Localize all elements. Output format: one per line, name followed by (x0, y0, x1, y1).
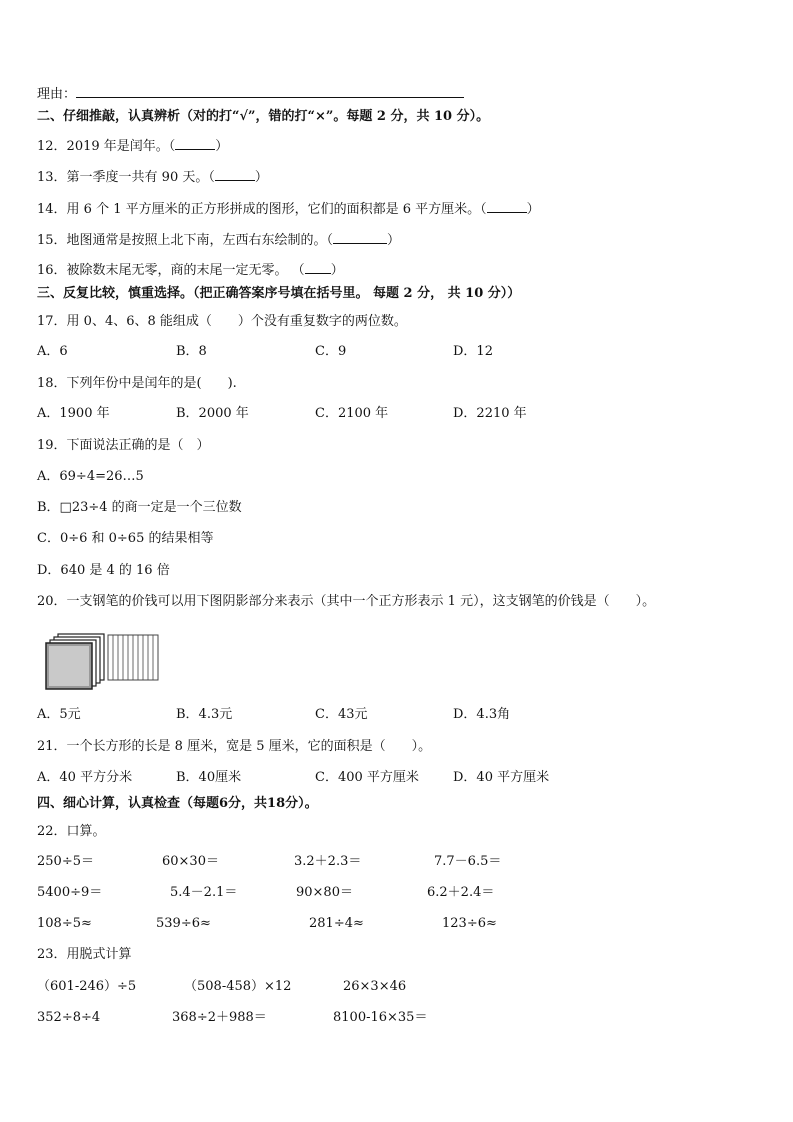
answer-blank-15[interactable] (333, 230, 387, 244)
oral-calc-item: 3.2＋2.3＝ (294, 854, 362, 869)
question-15-text: 15．地图通常是按照上北下南，左西右东绘制的。（ (37, 233, 334, 248)
question-19-stem: 19．下面说法正确的是（ ） (37, 438, 210, 453)
oral-calc-item: 539÷6≈ (156, 916, 211, 931)
question-14-text: 14．用 6 个 1 平方厘米的正方形拼成的图形，它们的面积都是 6 平方厘米。（ (37, 202, 487, 217)
question-13-tail: ） (254, 170, 268, 185)
oral-calc-item: 123÷6≈ (442, 916, 497, 931)
oral-calc-item: 90×80＝ (296, 885, 353, 900)
question-15 (37, 230, 400, 250)
section-2-title: 二、仔细推敲，认真辨析（对的打“√”，错的打“×”。每题 2 分，共 10 分）。 (37, 109, 490, 124)
oral-calc-item: 5400÷9＝ (37, 885, 103, 900)
stepwise-calc-item: 368÷2＋988＝ (172, 1010, 267, 1025)
q19-option-d[interactable]: D．640 是 4 的 16 倍 (37, 563, 170, 578)
q19-option-c[interactable]: C．0÷6 和 0÷65 的结果相等 (37, 531, 214, 546)
q19-option-a[interactable]: A．69÷4=26…5 (37, 469, 144, 484)
question-18-stem: 18．下列年份中是闰年的是( ). (37, 376, 237, 391)
stepwise-calc-item: 352÷8÷4 (37, 1010, 101, 1025)
q17-option-d[interactable]: D．12 (453, 344, 493, 359)
q17-option-c[interactable]: C．9 (315, 344, 347, 359)
q21-option-c[interactable]: C．400 平方厘米 (315, 770, 419, 785)
stepwise-calc-item: （508-458）×12 (184, 979, 292, 994)
q18-option-c[interactable]: C．2100 年 (315, 406, 389, 421)
oral-calc-item: 250÷5＝ (37, 854, 94, 869)
stepwise-calc-item: 8100-16×35＝ (333, 1010, 428, 1025)
question-15-tail: ） (387, 233, 401, 248)
question-12-tail: ） (215, 139, 229, 154)
oral-calc-item: 281÷4≈ (309, 916, 364, 931)
q19-option-b[interactable]: B．□23÷4 的商一定是一个三位数 (37, 500, 242, 515)
oral-calc-item: 60×30＝ (162, 854, 219, 869)
reason-label: 理由： (37, 87, 77, 102)
stepwise-calc-item: （601-246）÷5 (37, 979, 137, 994)
section-4-title: 四、细心计算，认真检查（每题6分，共18分）。 (37, 796, 318, 811)
answer-blank-16[interactable] (305, 260, 331, 274)
question-16 (37, 260, 344, 280)
q21-option-a[interactable]: A．40 平方分米 (37, 770, 133, 785)
reason-line (37, 84, 464, 104)
oral-calc-item: 108÷5≈ (37, 916, 92, 931)
oral-calc-item: 5.4－2.1＝ (170, 885, 238, 900)
stacked-squares (46, 634, 104, 689)
q21-option-b[interactable]: B．40厘米 (176, 770, 242, 785)
answer-blank-13[interactable] (215, 167, 255, 181)
question-16-text: 16．被除数末尾无零，商的末尾一定无零。 （ (37, 263, 305, 278)
question-14 (37, 199, 540, 219)
question-21-stem: 21．一个长方形的长是 8 厘米，宽是 5 厘米，它的面积是（ ）。 (37, 739, 432, 754)
q17-option-a[interactable]: A．6 (37, 344, 68, 359)
q20-option-d[interactable]: D．4.3角 (453, 707, 511, 722)
question-20-stem: 20．一支钢笔的价钱可以用下图阴影部分来表示（其中一个正方形表示 1 元），这支钢笔的价钱是（ ）。 (37, 594, 656, 609)
question-17-stem: 17．用 0、4、6、8 能组成（ ）个没有重复数字的两位数。 (37, 314, 407, 329)
answer-blank-12[interactable] (175, 136, 215, 150)
question-12 (37, 136, 228, 156)
q20-option-b[interactable]: B．4.3元 (176, 707, 233, 722)
oral-calc-item: 7.7－6.5＝ (434, 854, 502, 869)
q17-option-b[interactable]: B．8 (176, 344, 207, 359)
question-22-stem: 22．口算。 (37, 824, 106, 839)
question-13-text: 13．第一季度一共有 90 天。（ (37, 170, 215, 185)
oral-calc-item: 6.2＋2.4＝ (427, 885, 495, 900)
tenths-strips (108, 635, 158, 680)
question-14-tail: ） (526, 202, 540, 217)
q20-option-a[interactable]: A．5元 (37, 707, 81, 722)
reason-blank[interactable] (76, 84, 464, 98)
q18-option-a[interactable]: A．1900 年 (37, 406, 110, 421)
answer-blank-14[interactable] (487, 199, 527, 213)
stepwise-calc-item: 26×3×46 (343, 979, 407, 994)
question-12-text: 12．2019 年是闰年。（ (37, 139, 176, 154)
q21-option-d[interactable]: D．40 平方厘米 (453, 770, 550, 785)
question-13 (37, 167, 268, 187)
q18-option-d[interactable]: D．2210 年 (453, 406, 527, 421)
money-shading-figure (44, 632, 159, 692)
question-16-tail: ） (330, 263, 344, 278)
section-3-title: 三、反复比较，慎重选择。（把正确答案序号填在括号里。 每题 2 分， 共 10 分）） (37, 286, 521, 301)
q20-option-c[interactable]: C．43元 (315, 707, 368, 722)
question-23-stem: 23．用脱式计算 (37, 947, 132, 962)
q18-option-b[interactable]: B．2000 年 (176, 406, 249, 421)
